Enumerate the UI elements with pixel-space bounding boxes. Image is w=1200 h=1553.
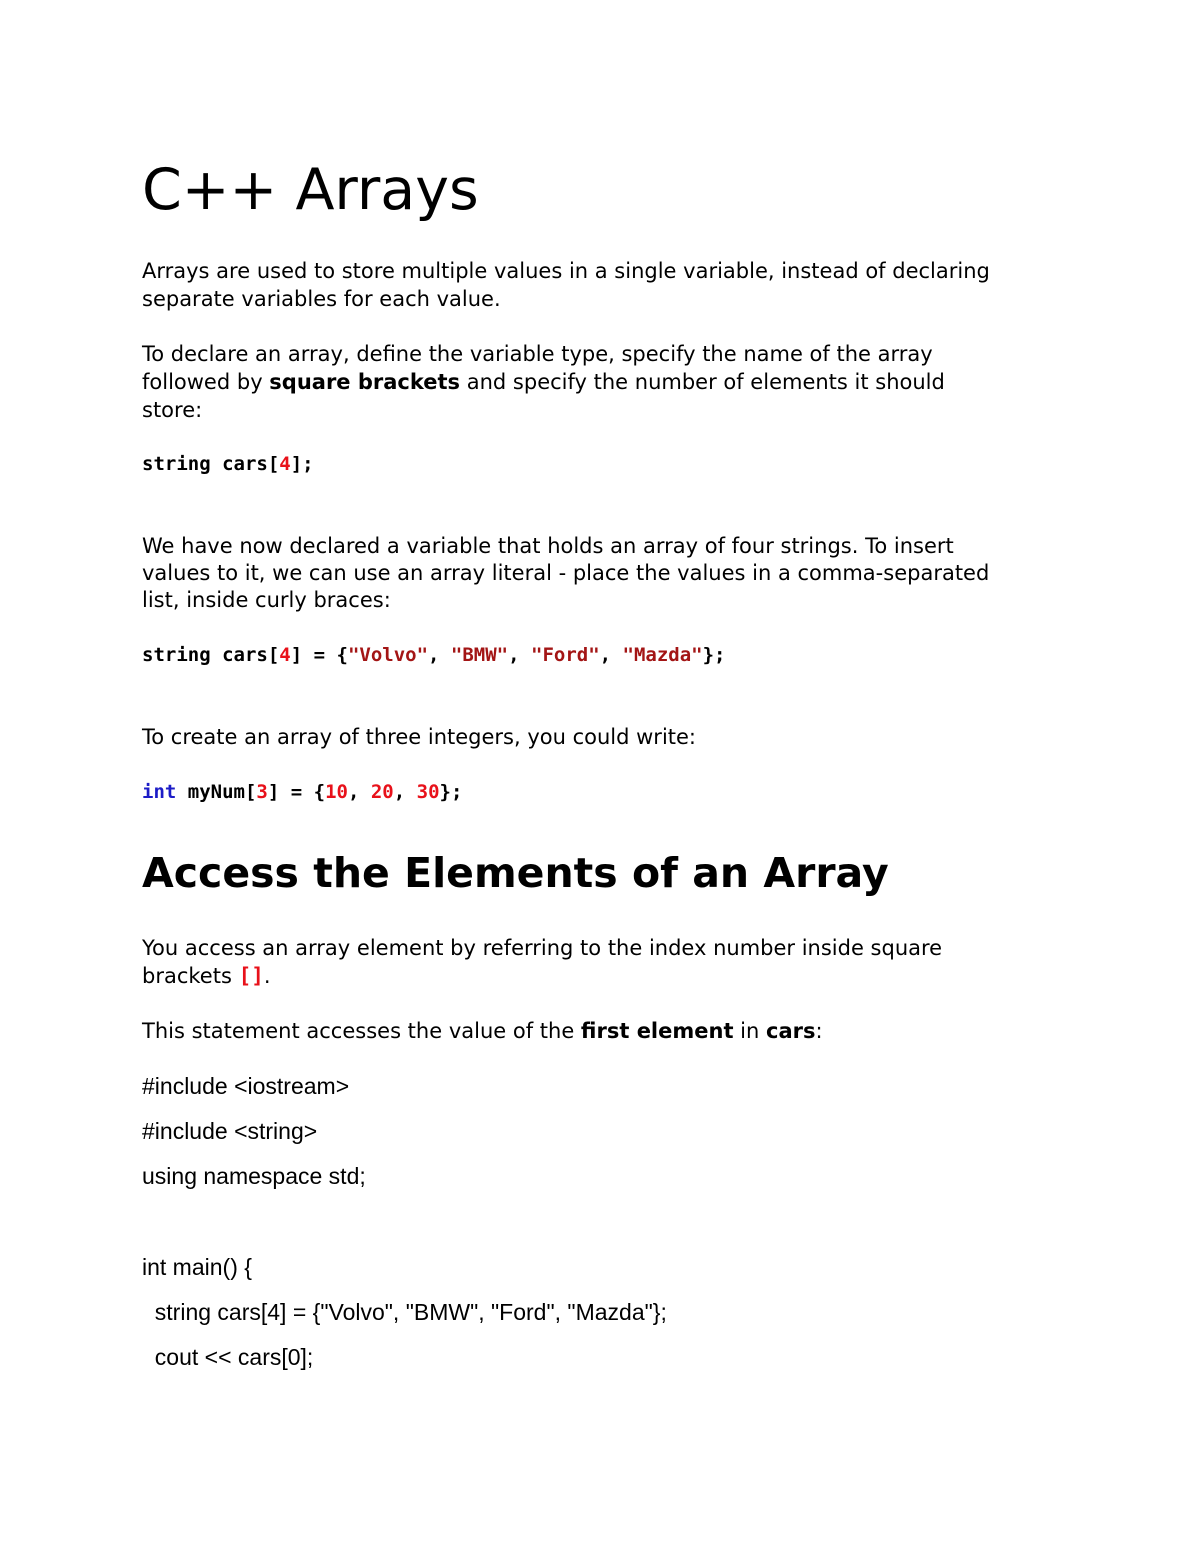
code-int-array: int myNum[3] = {10, 20, 30}; [142, 781, 463, 803]
declare-line-1: To declare an array, define the variable type, specify the name of the array [142, 342, 933, 366]
code-array-literal: string cars[4] = {"Volvo", "BMW", "Ford", "Mazda"}; [142, 644, 726, 666]
declare-line-3: store: [142, 398, 203, 422]
statement-line: This statement accesses the value of the first element in cars: [142, 1019, 823, 1043]
literal-line-1: We have now declared a variable that holds an array of four strings. To insert [142, 534, 954, 558]
codeblock-line-4: int main() { [142, 1254, 252, 1280]
intro-line-1: Arrays are used to store multiple values in a single variable, instead of declaring [142, 259, 990, 283]
access-line-1: You access an array element by referring to the index number inside square [142, 936, 943, 960]
literal-line-2: values to it, we can use an array literal - place the values in a comma-separated [142, 561, 990, 585]
ints-line: To create an array of three integers, you could write: [142, 725, 697, 749]
codeblock-line-1: #include <iostream> [142, 1073, 350, 1099]
codeblock-line-5: string cars[4] = {"Volvo", "BMW", "Ford", "Mazda"}; [142, 1299, 667, 1325]
code-declare: string cars[4]; [142, 453, 314, 475]
section-heading: Access the Elements of an Array [142, 849, 889, 897]
page-title: C++ Arrays [142, 157, 479, 223]
literal-line-3: list, inside curly braces: [142, 588, 391, 612]
codeblock-line-6: cout << cars[0]; [142, 1344, 314, 1370]
codeblock-line-2: #include <string> [142, 1118, 318, 1144]
codeblock-line-3: using namespace std; [142, 1163, 366, 1189]
intro-line-2: separate variables for each value. [142, 287, 501, 311]
declare-line-2: followed by square brackets and specify the number of elements it should [142, 370, 945, 394]
access-line-2: brackets []. [142, 964, 271, 988]
